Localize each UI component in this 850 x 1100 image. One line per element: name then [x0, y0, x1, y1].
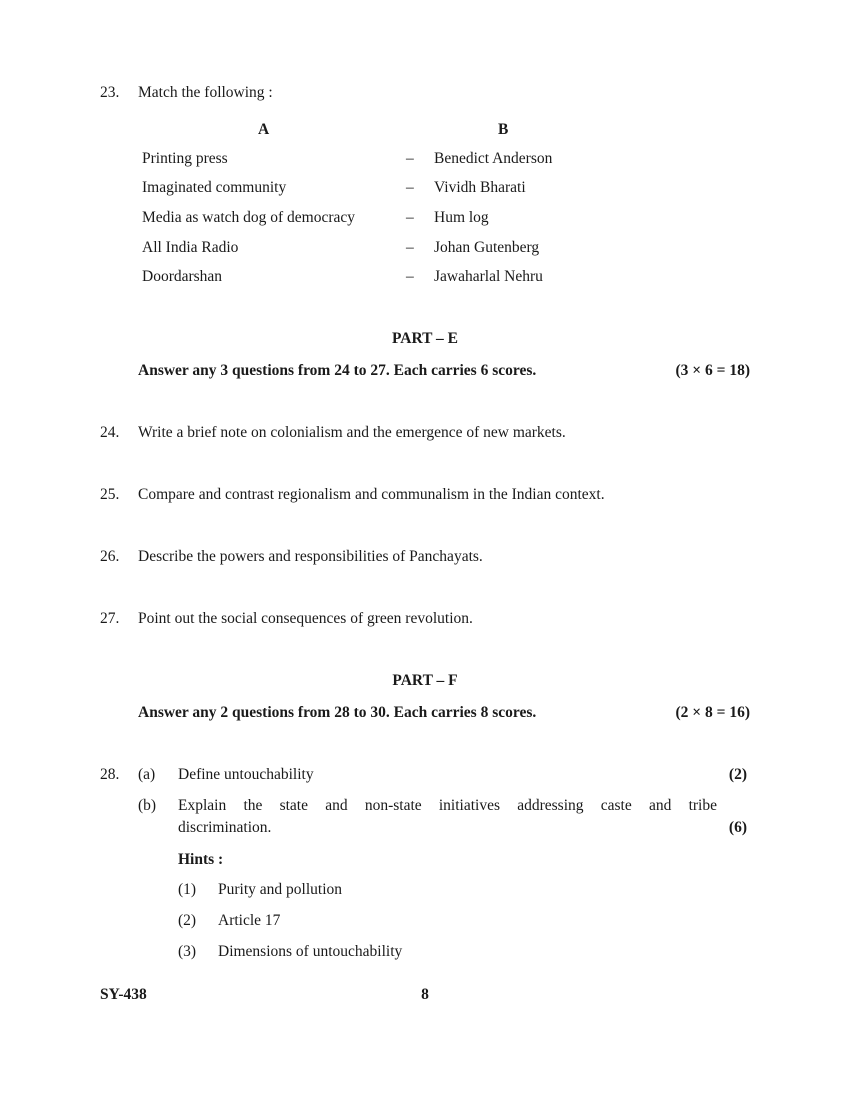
page-number: 8 [421, 986, 429, 1003]
sub-question-marks: (2) [728, 766, 747, 783]
hint-text: Article 17 [218, 912, 281, 929]
question-number: 27. [100, 610, 120, 627]
question-text: Point out the social consequences of green revolution. [138, 610, 473, 627]
match-dash: – [406, 179, 414, 196]
match-item-b: Hum log [434, 209, 489, 226]
question-number: 28. [100, 766, 120, 783]
hint-text: Dimensions of untouchability [218, 943, 403, 960]
hint-number: (3) [178, 943, 197, 960]
match-item-b: Benedict Anderson [434, 150, 553, 167]
word: Explain [178, 797, 227, 814]
question-text: Compare and contrast regionalism and communalism in the Indian context. [138, 486, 605, 503]
hints-label: Hints : [178, 851, 224, 868]
match-item-b: Johan Gutenberg [434, 239, 540, 256]
column-b-header: B [498, 121, 509, 138]
question-number: 23. [100, 84, 120, 101]
sub-question-marks: (6) [728, 819, 747, 836]
match-item-b: Vividh Bharati [434, 179, 526, 196]
word: non-state [364, 797, 422, 814]
part-f-title: PART – F [392, 672, 458, 689]
column-a-header: A [258, 121, 270, 138]
match-item-a: Imaginated community [142, 179, 287, 196]
sub-question-text-line [178, 797, 717, 815]
question-number: 24. [100, 424, 120, 441]
question-number: 26. [100, 548, 120, 565]
part-f-marks: (2 × 8 = 16) [675, 704, 750, 721]
match-item-a: Doordarshan [142, 268, 223, 285]
word: and [325, 797, 348, 814]
word: addressing [517, 797, 584, 814]
sub-question-label: (a) [138, 766, 156, 783]
word: state [279, 797, 308, 814]
sub-question-text: Define untouchability [178, 766, 314, 783]
match-item-a: Media as watch dog of democracy [142, 209, 356, 226]
match-dash: – [406, 150, 414, 167]
question-number: 25. [100, 486, 120, 503]
part-e-marks: (3 × 6 = 18) [675, 362, 750, 379]
sub-question-text: discrimination. [178, 819, 272, 836]
match-dash: – [406, 209, 414, 226]
match-item-b: Jawaharlal Nehru [434, 268, 543, 285]
word: tribe [688, 797, 717, 814]
part-e-instruction: Answer any 3 questions from 24 to 27. Each carries 6 scores. [138, 362, 537, 379]
question-text: Write a brief note on colonialism and the emergence of new markets. [138, 424, 566, 441]
part-f-instruction: Answer any 2 questions from 28 to 30. Each carries 8 scores. [138, 704, 537, 721]
sub-question-label: (b) [138, 797, 157, 814]
word: and [648, 797, 672, 814]
question-text: Describe the powers and responsibilities of Panchayats. [138, 548, 483, 565]
word: the [243, 797, 263, 814]
match-item-a: All India Radio [142, 239, 239, 256]
match-dash: – [406, 239, 414, 256]
match-dash: – [406, 268, 414, 285]
paper-code: SY-438 [100, 986, 147, 1003]
hint-number: (2) [178, 912, 197, 929]
part-e-title: PART – E [391, 330, 459, 347]
match-item-a: Printing press [142, 150, 228, 167]
hint-number: (1) [178, 881, 197, 898]
question-text: Match the following : [138, 84, 273, 101]
word: initiatives [438, 797, 501, 814]
word: caste [600, 797, 632, 814]
hint-text: Purity and pollution [218, 881, 342, 898]
